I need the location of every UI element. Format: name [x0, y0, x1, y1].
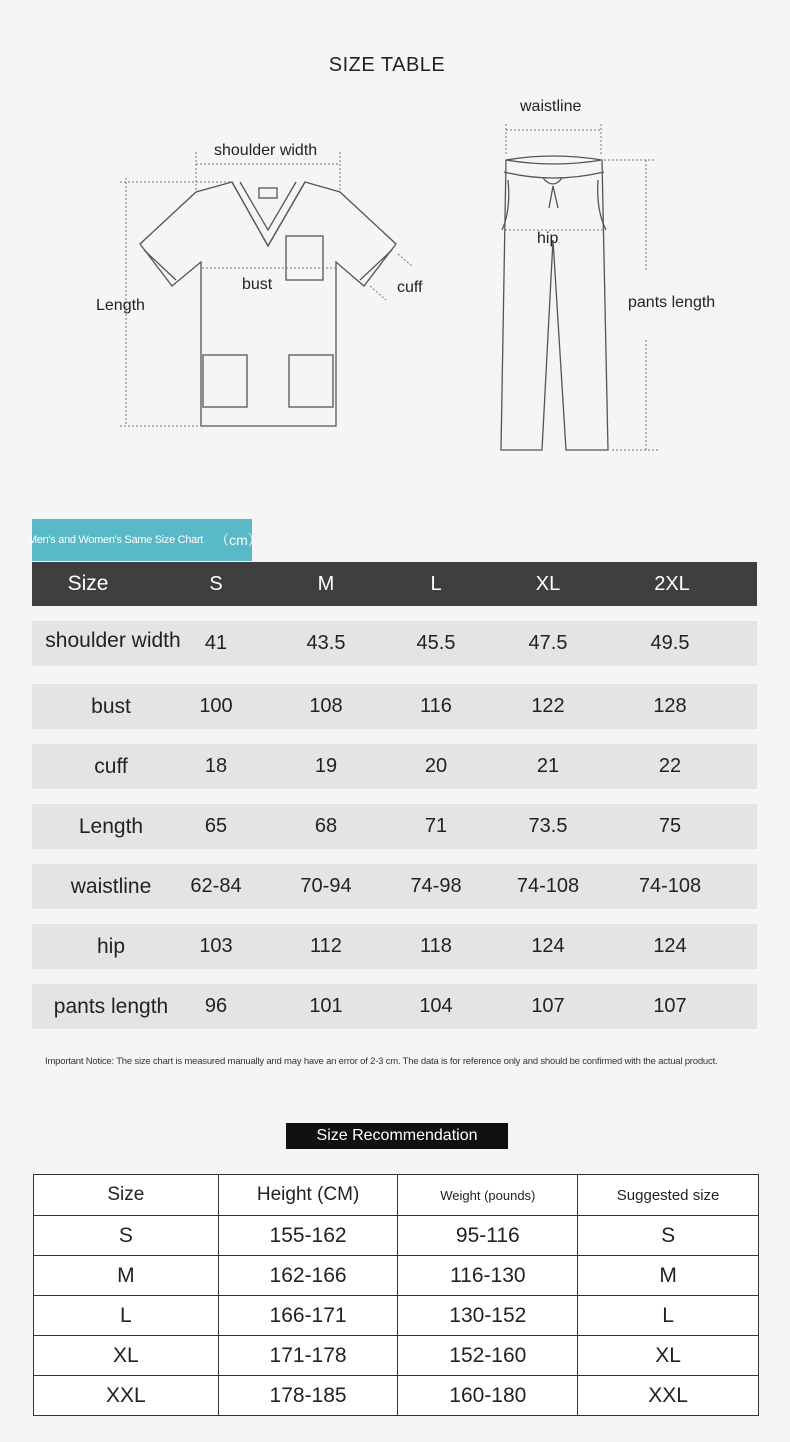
label-waistline: waistline [520, 98, 582, 115]
size-value-cell: 19 [314, 755, 338, 777]
recommendation-cell: XL [34, 1336, 219, 1376]
recommendation-cell: 162-166 [218, 1256, 398, 1296]
size-value-cell: 128 [653, 695, 687, 717]
size-value-cell: 18 [204, 755, 228, 777]
recommendation-cell: 95-116 [398, 1216, 578, 1256]
size-value-cell: 71 [424, 815, 448, 837]
size-value-cell: 20 [424, 755, 448, 777]
recommendation-header-cell: Size [34, 1175, 219, 1216]
important-notice: Important Notice: The size chart is measured manually and may have an error of 2-3 cm. The data is for reference only and should be confirmed with the actual product. [45, 1056, 718, 1067]
label-bust: bust [242, 276, 273, 293]
recommendation-cell: S [34, 1216, 219, 1256]
size-value-cell: 74-108 [638, 875, 702, 897]
header-l: L [430, 572, 442, 595]
header-size: Size [67, 572, 109, 595]
label-cuff: cuff [397, 279, 423, 296]
recommendation-cell: 130-152 [398, 1296, 578, 1336]
size-recommendation-table [33, 1174, 759, 1416]
recommendation-cell: 155-162 [218, 1216, 398, 1256]
recommendation-cell: 178-185 [218, 1376, 398, 1416]
recommendation-row [34, 1256, 759, 1296]
header-m: M [317, 572, 335, 595]
row-label: hip [96, 934, 126, 958]
recommendation-cell: XXL [578, 1376, 759, 1416]
size-chart-row [32, 744, 757, 789]
garment-diagram [0, 90, 790, 470]
recommendation-cell: 160-180 [398, 1376, 578, 1416]
size-chart-row [32, 804, 757, 849]
size-value-cell: 122 [531, 695, 565, 717]
recommendation-cell: L [578, 1296, 759, 1336]
size-chart-row [32, 984, 757, 1029]
recommendation-row [34, 1216, 759, 1256]
size-chart-tag [28, 519, 262, 561]
recommendation-header-cell: Weight (pounds) [398, 1175, 578, 1216]
size-value-cell: 104 [419, 995, 453, 1017]
size-value-cell: 22 [658, 755, 682, 777]
size-value-cell: 107 [531, 995, 565, 1017]
recommendation-cell: 171-178 [218, 1336, 398, 1376]
size-value-cell: 65 [204, 815, 228, 837]
size-value-cell: 101 [309, 995, 343, 1017]
size-value-cell: 124 [653, 935, 687, 957]
size-value-cell: 116 [420, 695, 452, 717]
row-label: bust [91, 694, 131, 718]
recommendation-cell: XL [578, 1336, 759, 1376]
row-label: pants length [53, 994, 169, 1018]
header-xl: XL [535, 572, 561, 595]
recommendation-cell: 166-171 [218, 1296, 398, 1336]
size-chart-row [32, 684, 757, 729]
size-value-cell: 118 [420, 935, 452, 957]
size-value-cell: 47.5 [528, 632, 568, 654]
size-chart-tag-text: Men's and Women's Same Size Chart [28, 534, 204, 546]
page-title: SIZE TABLE [328, 54, 446, 76]
size-value-cell: 70-94 [300, 875, 352, 897]
label-length: Length [96, 297, 145, 314]
recommendation-cell: XXL [34, 1376, 219, 1416]
size-value-cell: 74-98 [410, 875, 462, 897]
recommendation-cell: L [34, 1296, 219, 1336]
header-2xl: 2XL [654, 572, 690, 595]
row-label: cuff [94, 754, 128, 778]
label-hip: hip [537, 230, 559, 247]
row-label: waistline [70, 874, 152, 898]
size-chart-row [32, 621, 757, 666]
size-value-cell: 100 [199, 695, 233, 717]
recommendation-cell: M [34, 1256, 219, 1296]
size-value-cell: 21 [536, 755, 560, 777]
size-value-cell: 75 [658, 815, 682, 837]
recommendation-cell: 116-130 [398, 1256, 578, 1296]
size-chart-row [32, 924, 757, 969]
size-value-cell: 73.5 [528, 815, 568, 837]
size-value-cell: 108 [309, 695, 343, 717]
size-chart-unit: （cm） [215, 532, 262, 548]
size-value-cell: 107 [653, 995, 687, 1017]
size-value-cell: 68 [314, 815, 338, 837]
recommendation-header-cell: Height (CM) [218, 1175, 398, 1216]
pants-outline [501, 156, 608, 450]
size-value-cell: 74-108 [516, 875, 580, 897]
recommendation-cell: 152-160 [398, 1336, 578, 1376]
size-recommendation-title: Size Recommendation [286, 1123, 508, 1149]
size-value-cell: 124 [531, 935, 565, 957]
size-value-cell: 103 [199, 935, 233, 957]
row-label: Length [78, 814, 144, 838]
header-s: S [209, 572, 223, 595]
recommendation-cell: S [578, 1216, 759, 1256]
row-label: shoulder width [45, 629, 181, 652]
recommendation-cell: M [578, 1256, 759, 1296]
size-chart-row [32, 864, 757, 909]
size-value-cell: 43.5 [306, 632, 346, 654]
size-value-cell: 62-84 [190, 875, 242, 897]
size-value-cell: 112 [310, 935, 342, 957]
size-value-cell: 96 [204, 995, 228, 1017]
recommendation-header-row [34, 1175, 759, 1216]
recommendation-row [34, 1336, 759, 1376]
recommendation-row [34, 1296, 759, 1336]
size-value-cell: 41 [204, 632, 228, 654]
size-value-cell: 45.5 [416, 632, 456, 654]
shirt-outline [140, 182, 396, 426]
recommendation-row [34, 1376, 759, 1416]
size-value-cell: 49.5 [650, 632, 690, 654]
label-shoulder-width: shoulder width [214, 142, 318, 159]
garment-illustration [0, 90, 790, 470]
recommendation-header-cell: Suggested size [578, 1175, 759, 1216]
size-chart-header [32, 562, 757, 606]
label-pants-length: pants length [628, 294, 716, 311]
